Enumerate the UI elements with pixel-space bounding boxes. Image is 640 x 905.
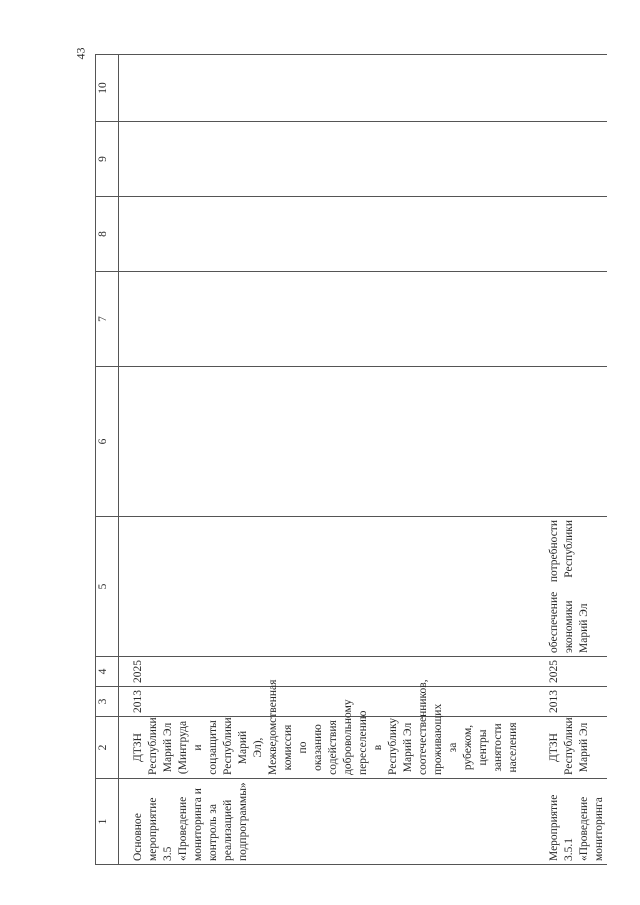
cell-col-7 [521,272,607,367]
expected-result [119,517,522,657]
table-row [521,55,607,865]
end-year: 2025 [521,657,607,687]
start-year: 2013 [119,687,522,717]
end-year: 2025 [119,657,522,687]
header-col-5: 5 [96,517,119,657]
header-col-9: 9 [96,122,119,197]
responsible-executor: ДТЗН Республики Марий Эл [521,717,607,779]
activity-name: Основное мероприятие 3.5 «Проведение мониторинга и контроль за реализацией подпрограммы» [119,779,522,865]
cell-col-9 [521,122,607,197]
header-col-8: 8 [96,197,119,272]
responsible-executor: ДТЗН Республики Марий Эл (Минтруда и соцзащиты Республики Марий Эл), Межведомственная комиссия по оказанию содействия добровольному переселению в Республику Марий Эл соотечественников, проживающих за рубежом, центры занятости населения [119,717,522,779]
page-number: 43 [73,47,88,60]
cell-col-9 [119,122,522,197]
header-col-2: 2 [96,717,119,779]
header-col-10: 10 [96,55,119,122]
cell-col-8 [521,197,607,272]
start-year: 2013 [521,687,607,717]
rotated-table-page [95,55,605,865]
header-col-1: 1 [96,779,119,865]
header-col-3: 3 [96,687,119,717]
header-row [96,55,119,865]
cell-col-6 [521,367,607,517]
header-col-4: 4 [96,657,119,687]
cell-col-8 [119,197,522,272]
header-col-7: 7 [96,272,119,367]
cell-col-6 [119,367,522,517]
cell-col-10 [119,55,522,122]
header-col-6: 6 [96,367,119,517]
activity-name: Мероприятие 3.5.1 «Проведение мониторинга [521,779,607,865]
cell-col-10 [521,55,607,122]
table-row [119,55,522,865]
program-table [95,54,607,865]
expected-result: обеспечение потребности экономики Республики Марий Эл [521,517,607,657]
cell-col-7 [119,272,522,367]
